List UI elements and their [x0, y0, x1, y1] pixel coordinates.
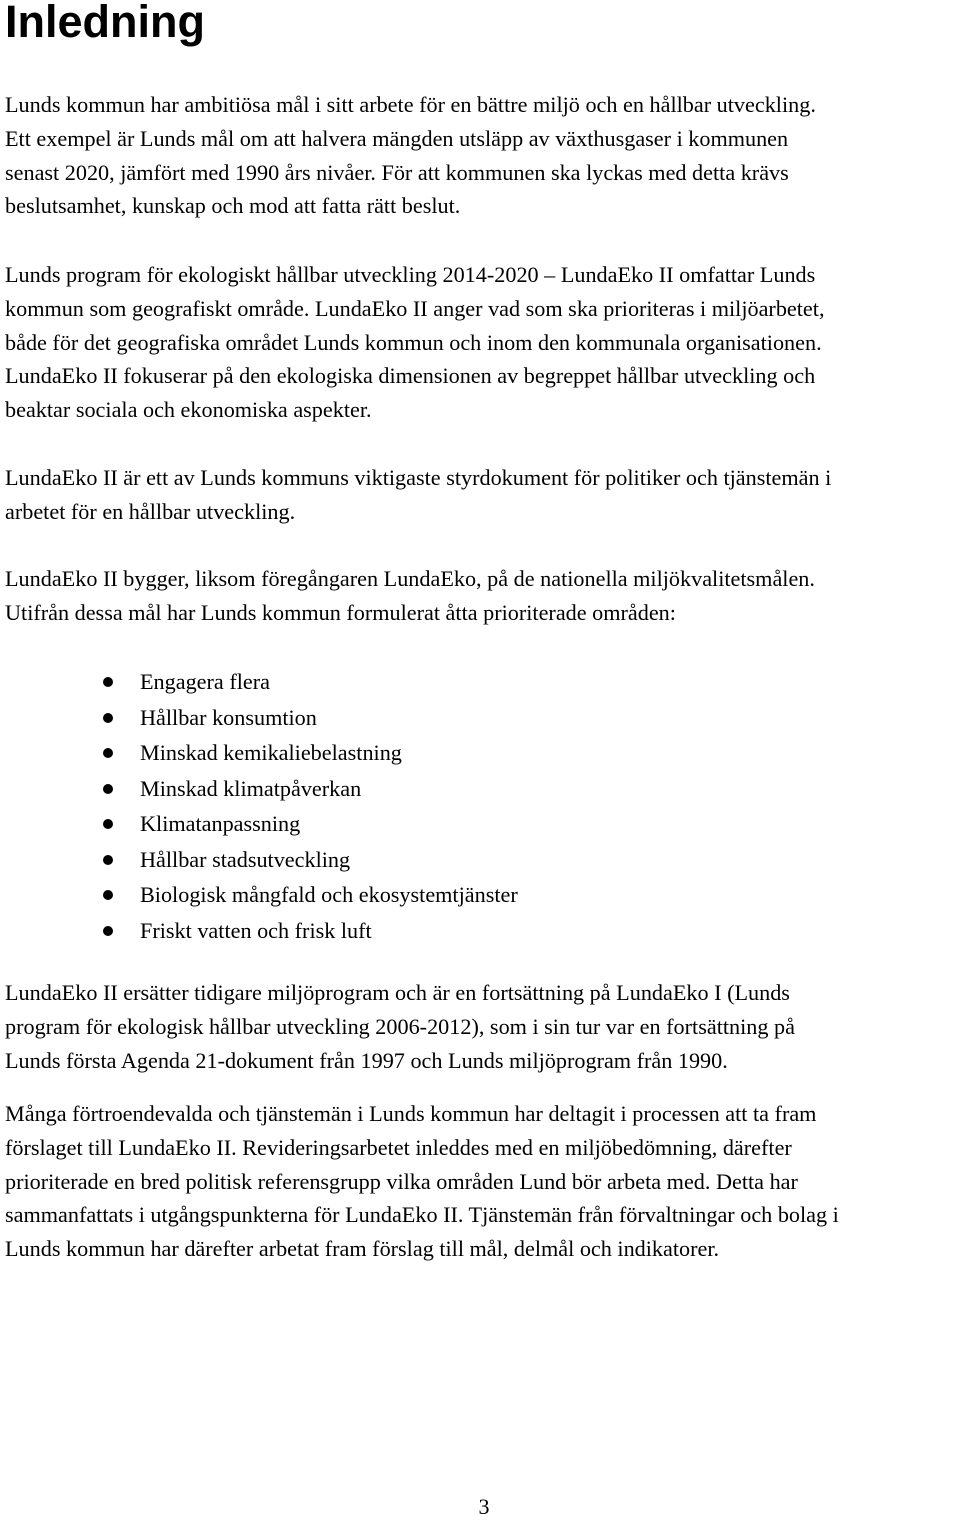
text-line: Lunds första Agenda 21-dokument från 1997 och Lunds miljöprogram från 1990.: [5, 1047, 728, 1073]
text-line: beaktar sociala och ekonomiska aspekter.: [5, 397, 372, 423]
bullet-icon: [103, 784, 113, 794]
bullet-icon: [103, 855, 113, 865]
bullet-icon: [103, 713, 113, 723]
list-item-label: Engagera flera: [140, 669, 270, 694]
paragraph-steering-document: [5, 461, 960, 529]
page-number: 3: [478, 1494, 490, 1519]
bullet-icon: [103, 890, 113, 900]
text-line: förslaget till LundaEko II. Revideringsarbetet inleddes med en miljöbedömning, därefter: [5, 1134, 792, 1160]
list-item-label: Minskad klimatpåverkan: [140, 775, 362, 801]
text-line: Lunds kommun har ambitiösa mål i sitt arbete för en bättre miljö och en hållbar utveckling.: [5, 92, 816, 117]
text-line: Lunds kommun har därefter arbetat fram förslag till mål, delmål och indikatorer.: [5, 1236, 720, 1262]
list-item-label: Biologisk mångfald och ekosystemtjänster: [140, 882, 518, 907]
paragraph-intro: [5, 88, 960, 223]
bullet-icon: [103, 748, 113, 758]
list-item-label: Hållbar konsumtion: [140, 704, 317, 730]
paragraph-program-scope: [5, 258, 960, 427]
paragraph-previous-programs: [5, 976, 960, 1077]
text-line: Många förtroendevalda och tjänstemän i Lunds kommun har deltagit i processen att ta fram: [5, 1101, 817, 1126]
bullet-icon: [103, 677, 113, 687]
paragraph-national-goals: [5, 562, 960, 630]
text-line: LundaEko II bygger, liksom föregångaren LundaEko, på de nationella miljökvalitetsmålen.: [5, 566, 815, 591]
text-line: beslutsamhet, kunskap och mod att fatta rätt beslut.: [5, 193, 461, 219]
text-line: prioriterade en bred politisk referensgrupp vilka områden Lund bör arbeta med. Detta har: [5, 1168, 798, 1194]
text-line: arbetet för en hållbar utveckling.: [5, 498, 296, 524]
page-heading: Inledning: [5, 0, 205, 47]
bullet-icon: [103, 926, 113, 936]
text-line: sammanfattats i utgångspunkterna för LundaEko II. Tjänstemän från förvaltningar och bolag i: [5, 1202, 839, 1228]
text-line: Utifrån dessa mål har Lunds kommun formulerat åtta prioriterade områden:: [5, 599, 676, 625]
text-line: program för ekologisk hållbar utveckling 2006-2012), som i sin tur var en fortsättning på: [5, 1013, 795, 1039]
text-line: senast 2020, jämfört med 1990 års nivåer. För att kommunen ska lyckas med detta krävs: [5, 159, 789, 185]
list-item-label: Klimatanpassning: [140, 811, 301, 836]
text-line: Lunds program för ekologiskt hållbar utveckling 2014-2020 – LundaEko II omfattar Lunds: [5, 262, 816, 287]
text-line: både för det geografiska området Lunds kommun och inom den kommunala organisationen.: [5, 329, 822, 355]
bullet-icon: [103, 819, 113, 829]
text-line: LundaEko II är ett av Lunds kommuns viktigaste styrdokument för politiker och tjänstemän i: [5, 465, 832, 490]
list-item-label: Hållbar stadsutveckling: [140, 846, 351, 872]
list-item-label: Minskad kemikaliebelastning: [140, 740, 402, 765]
text-line: kommun som geografiskt område. LundaEko II anger vad som ska prioriteras i miljöarbetet,: [5, 295, 825, 321]
paragraph-process: [5, 1097, 960, 1266]
text-line: LundaEko II ersätter tidigare miljöprogram och är en fortsättning på LundaEko I (Lunds: [5, 980, 790, 1005]
list-item-label: Friskt vatten och frisk luft: [140, 917, 372, 943]
text-line: Ett exempel är Lunds mål om att halvera mängden utsläpp av växthusgaser i kommunen: [5, 125, 789, 151]
text-line: LundaEko II fokuserar på den ekologiska dimensionen av begreppet hållbar utveckling och: [5, 363, 816, 389]
